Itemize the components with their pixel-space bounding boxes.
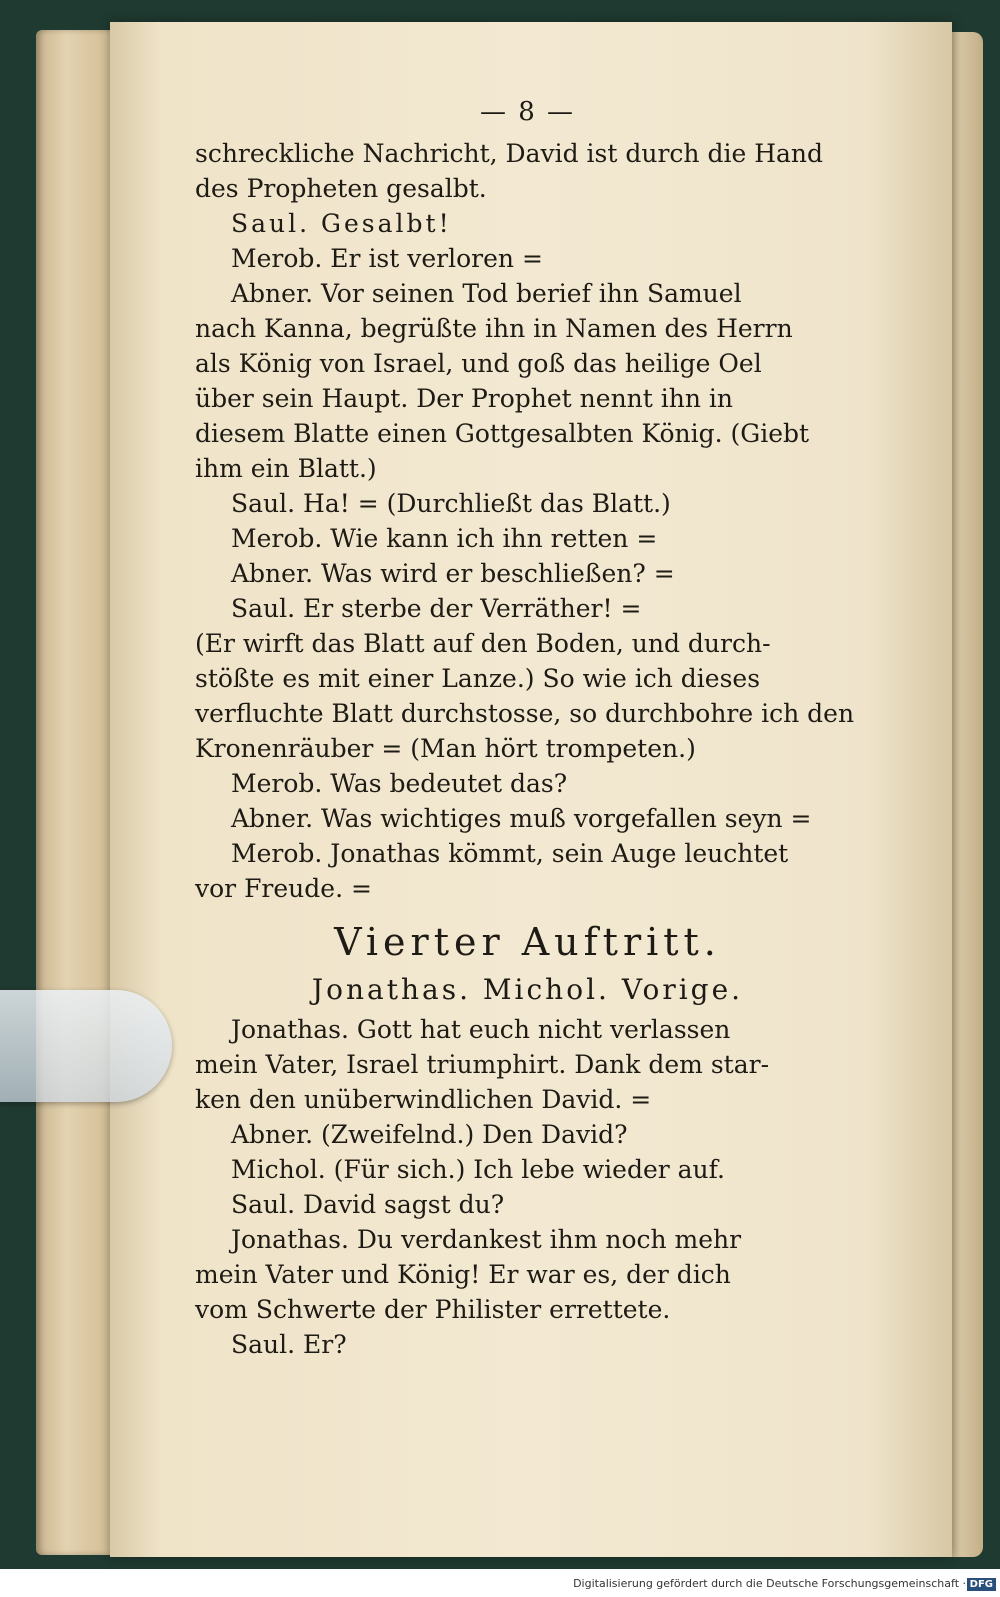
- text-line: verfluchte Blatt durchstosse, so durchbohre ich den: [195, 699, 855, 728]
- speech-line: Saul. Ha! = (Durchließt das Blatt.): [231, 489, 671, 518]
- speech-line: Saul. David sagst du?: [231, 1190, 505, 1219]
- speech-line: Jonathas. Gott hat euch nicht verlassen: [231, 1015, 731, 1044]
- text-line: über sein Haupt. Der Prophet nennt ihn in: [195, 384, 734, 413]
- text-line: nach Kanna, begrüßte ihn in Namen des Herrn: [195, 314, 793, 343]
- speech-line: Abner. Vor seinen Tod berief ihn Samuel: [231, 279, 742, 308]
- text-line: (Er wirft das Blatt auf den Boden, und durch-: [195, 629, 771, 658]
- speech-line: Saul. Gesalbt!: [231, 209, 452, 238]
- text-line: diesem Blatte einen Gottgesalbten König. (Giebt: [195, 419, 810, 448]
- speech-line: Saul. Er sterbe der Verräther! =: [231, 594, 642, 623]
- text-line: ken den unüberwindlichen David. =: [195, 1085, 652, 1114]
- speech-line: Merob. Was bedeutet das?: [231, 769, 568, 798]
- text-line: mein Vater, Israel triumphirt. Dank dem star-: [195, 1050, 770, 1079]
- scene-title: Vierter Auftritt.: [334, 920, 721, 964]
- text-line: vom Schwerte der Philister errettete.: [195, 1295, 671, 1324]
- text-line: ihm ein Blatt.): [195, 454, 377, 483]
- page-number: — 8 —: [479, 97, 576, 127]
- footer-bar: [0, 1569, 1000, 1597]
- speech-line: Jonathas. Du verdankest ihm noch mehr: [231, 1225, 742, 1254]
- speech-line: Abner. Was wird er beschließen? =: [231, 559, 675, 588]
- text-line: schreckliche Nachricht, David ist durch die Hand: [195, 139, 824, 168]
- speech-line: Abner. (Zweifelnd.) Den David?: [231, 1120, 628, 1149]
- cast-list: Jonathas. Michol. Vorige.: [311, 973, 744, 1006]
- text-line: vor Freude. =: [195, 874, 372, 903]
- dfg-logo-icon: DFG: [967, 1578, 996, 1591]
- text-line: Kronenräuber = (Man hört trompeten.): [195, 734, 696, 763]
- speech-line: Merob. Jonathas kömmt, sein Auge leuchtet: [231, 839, 789, 868]
- text-line: des Propheten gesalbt.: [195, 174, 487, 203]
- text-line: stößte es mit einer Lanze.) So wie ich dieses: [195, 664, 761, 693]
- speech-line: Merob. Wie kann ich ihn retten =: [231, 524, 658, 553]
- page-clip: [0, 990, 172, 1102]
- funding-notice: Digitalisierung gefördert durch die Deutsche Forschungsgemeinschaft ·: [573, 1577, 966, 1590]
- page-content: [195, 95, 860, 1362]
- speech-line: Michol. (Für sich.) Ich lebe wieder auf.: [231, 1155, 725, 1184]
- speech-line: Merob. Er ist verloren =: [231, 244, 543, 273]
- text-line: mein Vater und König! Er war es, der dich: [195, 1260, 731, 1289]
- speech-line: Saul. Er?: [231, 1330, 347, 1359]
- text-line: als König von Israel, und goß das heilige Oel: [195, 349, 762, 378]
- speech-line: Abner. Was wichtiges muß vorgefallen seyn =: [231, 804, 812, 833]
